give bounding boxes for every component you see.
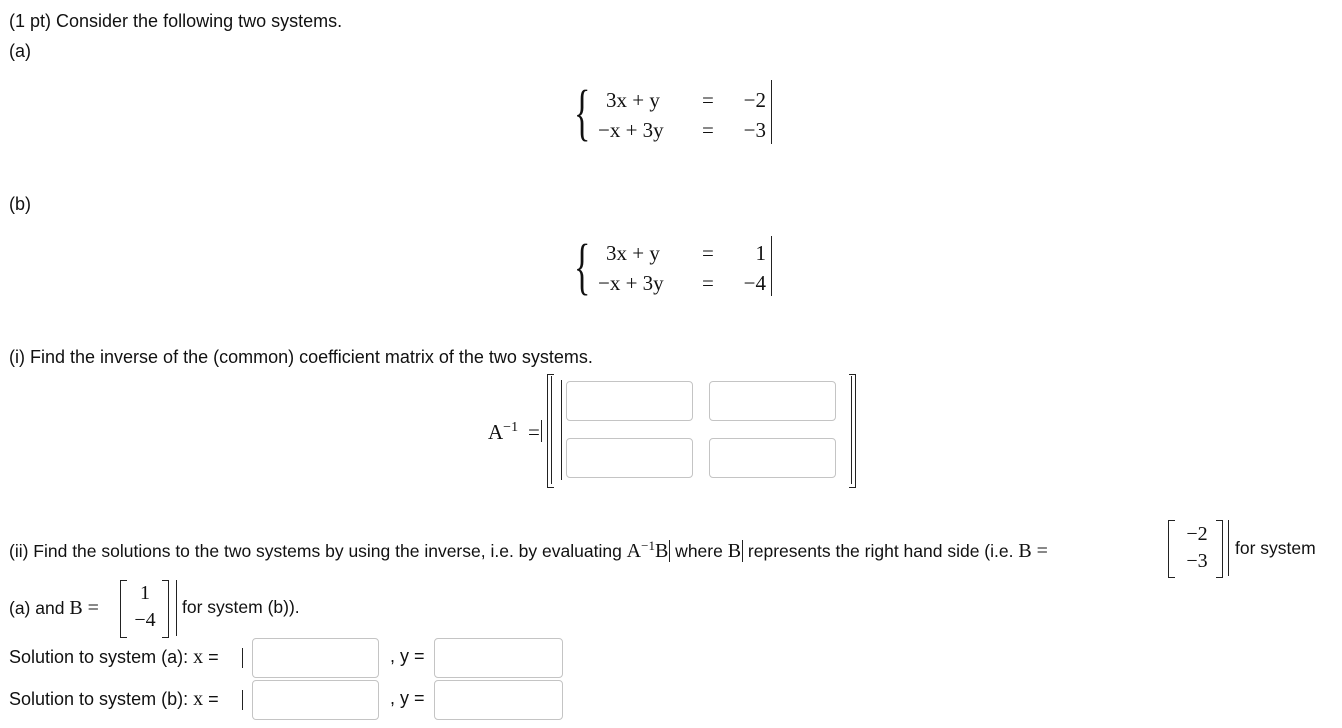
part-a-label: (a) xyxy=(9,41,31,61)
part-ii-after-b: represents the right hand side (i.e. xyxy=(743,540,1019,561)
solution-a-y-input[interactable] xyxy=(434,638,563,678)
left-brace-icon: { xyxy=(574,79,591,147)
inverse-a12-input[interactable] xyxy=(709,381,836,421)
system-b-eq2: = xyxy=(702,271,714,295)
inverse-label-a: A xyxy=(488,420,504,444)
solution-a-eq: = xyxy=(203,647,219,667)
expr-a: A xyxy=(626,539,642,562)
inverse-label-sup: −1 xyxy=(503,420,519,435)
b-eq: B = xyxy=(1018,539,1048,562)
line2-suffix: for system (b)). xyxy=(182,597,300,617)
part-i-text: (i) Find the inverse of the (common) coefficient matrix of the two systems. xyxy=(9,347,593,367)
inverse-a21-input[interactable] xyxy=(566,438,693,478)
matrix-bar xyxy=(771,236,772,296)
b-eq-2: B = xyxy=(69,597,99,619)
right-bracket-icon xyxy=(1216,520,1223,578)
system-b-lhs1: 3x + y xyxy=(606,241,660,265)
right-bracket-inner xyxy=(851,376,852,484)
system-a-rhs2: −3 xyxy=(743,118,766,142)
solution-b-y-eq: = xyxy=(409,688,425,708)
solution-a-row xyxy=(9,646,219,669)
vector-a-bottom: −3 xyxy=(1186,550,1208,572)
left-bracket-icon xyxy=(1168,520,1175,578)
solution-a-x-input[interactable] xyxy=(252,638,379,678)
solution-b-y-input[interactable] xyxy=(434,680,563,720)
system-a-rhs1: −2 xyxy=(743,88,766,112)
matrix-bar xyxy=(771,80,772,144)
solution-a-y-label xyxy=(390,646,425,667)
matrix-bar xyxy=(176,580,177,636)
solution-b-comma-y: , y xyxy=(390,688,410,708)
solution-b-row xyxy=(9,688,219,711)
cursor-bar xyxy=(242,648,243,668)
vector-b-bottom: −4 xyxy=(134,609,156,631)
line2-prefix: (a) and xyxy=(9,598,70,618)
left-bracket-icon xyxy=(120,580,127,638)
expr-sup: −1 xyxy=(641,538,655,553)
solution-a-x: x xyxy=(193,646,204,668)
solution-a-label: Solution to system (a): xyxy=(9,647,194,667)
right-bracket-icon xyxy=(162,580,169,638)
solution-b-label: Solution to system (b): xyxy=(9,689,194,709)
part-ii-middle: where xyxy=(670,540,728,561)
solution-a-comma-y: , y xyxy=(390,646,410,666)
left-brace-icon: { xyxy=(574,233,591,301)
vector-b-top: 1 xyxy=(140,582,150,604)
left-bracket-inner xyxy=(551,376,552,484)
cursor-bar xyxy=(242,690,243,710)
solution-a-y-eq: = xyxy=(409,646,425,666)
part-ii-line2 xyxy=(9,597,99,620)
inverse-a22-input[interactable] xyxy=(709,438,836,478)
solution-b-eq: = xyxy=(203,689,219,709)
system-b-rhs1: 1 xyxy=(755,241,766,265)
system-a-eq1: = xyxy=(702,88,714,112)
inverse-label xyxy=(488,420,518,445)
intro-text: (1 pt) Consider the following two systems. xyxy=(9,11,343,31)
system-a-lhs1: 3x + y xyxy=(606,88,660,112)
solution-b-x: x xyxy=(193,688,204,710)
system-b-lhs2: −x + 3y xyxy=(598,271,664,295)
cursor-bar xyxy=(541,420,542,442)
inverse-a11-input[interactable] xyxy=(566,381,693,421)
part-ii-line1 xyxy=(9,538,1048,563)
vector-a-top: −2 xyxy=(1186,523,1208,545)
system-a-lhs2: −x + 3y xyxy=(598,118,664,142)
part-ii-prefix: (ii) Find the solutions to the two systems by using the inverse, i.e. by evaluating xyxy=(9,540,627,561)
matrix-bar xyxy=(561,380,562,480)
part-b-label: (b) xyxy=(9,194,31,214)
system-b-eq1: = xyxy=(702,241,714,265)
solution-b-y-label xyxy=(390,688,425,709)
b-symbol: B xyxy=(727,539,742,562)
for-system-text: for system xyxy=(1235,538,1316,558)
inverse-eq: = xyxy=(528,420,540,444)
system-b-rhs2: −4 xyxy=(743,271,766,295)
solution-b-x-input[interactable] xyxy=(252,680,379,720)
matrix-bar xyxy=(1228,520,1229,576)
expr-b: B xyxy=(654,539,669,562)
system-a-eq2: = xyxy=(702,118,714,142)
